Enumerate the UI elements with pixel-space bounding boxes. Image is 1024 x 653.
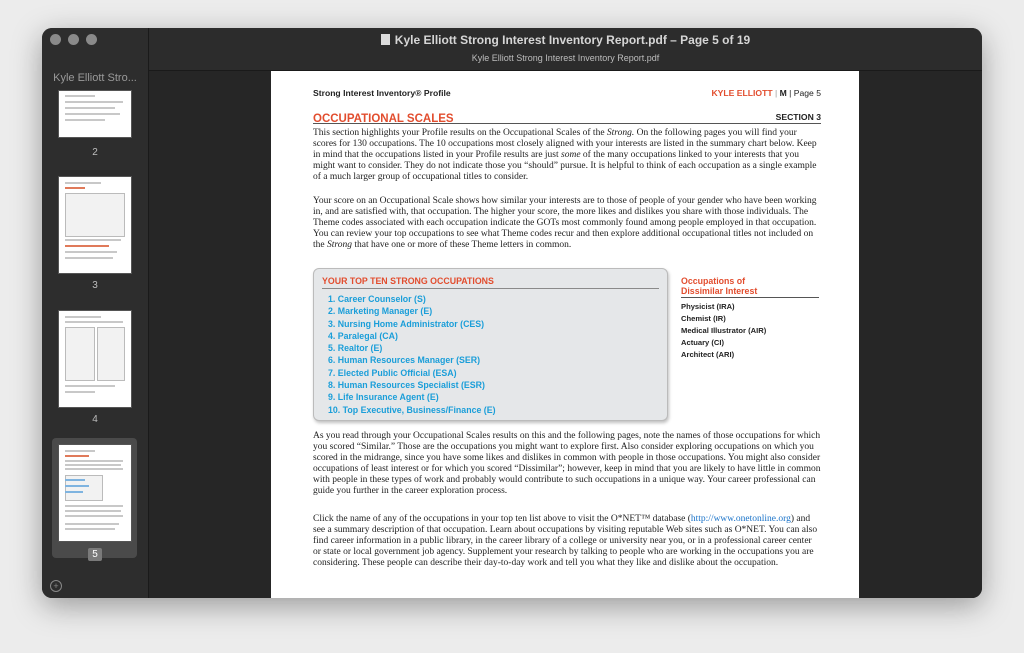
dissimilar-item: Chemist (IR) [681, 314, 726, 324]
minimize-window-button[interactable] [68, 34, 79, 45]
occupation-link-3[interactable]: 3. Nursing Home Administrator (CES) [328, 318, 485, 329]
page-number-4: 4 [92, 414, 98, 425]
dissimilar-occupations [681, 276, 819, 361]
occupation-link-6[interactable]: 6. Human Resources Manager (SER) [328, 355, 481, 366]
window-controls [50, 34, 97, 45]
page-thumbnail-2[interactable] [58, 90, 132, 138]
occupation-link-5[interactable]: 5. Realtor (E) [328, 343, 383, 354]
score-paragraph: Your score on an Occupational Scale shows how similar your interests are to those of people of your gender who have been working in, and are satisfied with, that occupation. The higher your score, the more likes and dislikes you share with those individuals. The Theme codes associated with each occupation indicate the GOTs most commonly found among people employed in that occupation. You can review your top occupations to see what Theme codes recur and then explore additional occupational titles not included on the Strong that have one or more of these Theme letters in common. [313, 196, 817, 251]
dissimilar-item: Physicist (IRA) [681, 302, 735, 311]
dissimilar-item: Medical Illustrator (AIR) [681, 326, 767, 336]
page-thumbnail-4[interactable] [58, 310, 132, 408]
pdf-viewer-window [42, 28, 982, 598]
sidebar-title: Kyle Elliott Stro... [53, 72, 137, 84]
onet-paragraph: Click the name of any of the occupations in your top ten list above to visit the O*NET™ database (http://www.onetonline.org) and see a summary description of that occupation. Learn about occupations by visiting reputable Web sites such as O*NET. You can also find career information in a public library, in the career library of a college or university near you, or in a professional career center or state or local government job agency. Supplement your research by talking to people who are working in the occupations you are considering. These people can describe their day-to-day work and tell you what they like and dislike about the occupation. [313, 514, 818, 569]
close-window-button[interactable] [50, 34, 61, 45]
add-page-icon[interactable]: + [50, 580, 62, 592]
document-canvas[interactable] [149, 71, 982, 598]
page-number-3: 3 [92, 280, 98, 291]
page-thumbnail-3[interactable] [58, 176, 132, 274]
window-title: Kyle Elliott Strong Interest Inventory Report.pdf – Page 5 of 19 [149, 33, 982, 47]
thumbnail-sidebar [42, 28, 149, 598]
intro-paragraph: This section highlights your Profile results on the Occupational Scales of the Strong. On the following pages you will find your scores for 130 occupations. The 10 occupations most closely aligned with your interests are listed in the summary chart below. Keep in mind that the occupations listed in your Profile results are just some of the many occupations linked to your interests that you might want to consider. They do not indicate those you “should” pursue. It is helpful to think of each occupation as a single example of a much larger group of occupational titles to consider. [313, 128, 817, 183]
document-icon [381, 34, 390, 45]
occupation-link-7[interactable]: 7. Elected Public Official (ESA) [328, 367, 457, 378]
zoom-window-button[interactable] [86, 34, 97, 45]
page-thumbnail-5[interactable] [58, 444, 132, 542]
title-bar [149, 28, 982, 71]
occupation-link-2[interactable]: 2. Marketing Manager (E) [328, 306, 433, 317]
occupation-link-10[interactable]: 10. Top Executive, Business/Finance (E) [328, 404, 496, 415]
dissimilar-item: Actuary (CI) [681, 338, 725, 348]
dissimilar-item: Architect (ARI) [681, 350, 735, 360]
occupation-link-8[interactable]: 8. Human Resources Specialist (ESR) [328, 380, 485, 391]
page-number-5: 5 [42, 549, 148, 560]
section-heading: OCCUPATIONAL SCALES SECTION 3 [313, 109, 821, 124]
occupation-link-4[interactable]: 4. Paralegal (CA) [328, 330, 398, 341]
dissimilar-title: Occupations of Dissimilar Interest [681, 276, 819, 298]
occupation-link-9[interactable]: 9. Life Insurance Agent (E) [328, 392, 439, 403]
onet-link[interactable]: http://www.onetonline.org [690, 514, 791, 524]
document-tab-title: Kyle Elliott Strong Interest Inventory Report.pdf [471, 53, 660, 63]
occupation-link-1[interactable]: 1. Career Counselor (S) [328, 294, 426, 304]
top-ten-title: YOUR TOP TEN STRONG OCCUPATIONS [322, 276, 659, 289]
header-right: KYLE ELLIOTT | M | Page 5 [711, 88, 821, 98]
pdf-page [271, 71, 859, 598]
page-number-2: 2 [92, 147, 98, 158]
top-ten-box [313, 268, 668, 421]
exploration-paragraph: As you read through your Occupational Scales results on this and the following pages, note the names of those occupations for which you scored “Similar.” Those are the occupations you might want to explore first. Also consider exploring occupations on which you scored in the midrange, since you have some likes and dislikes in common with people in those occupations. You might also consider occupations of least interest or for which you scored “Dissimilar”; however, keep in mind that you are likely to have little in common with people in these types of work and probably would contribute to such occupations in a unique way. Your career professional can guide you further in the career exploration process. [313, 431, 821, 497]
top-ten-list [328, 293, 496, 416]
page-header: Strong Interest Inventory® Profile KYLE ELLIOTT | M | Page 5 [313, 88, 821, 98]
